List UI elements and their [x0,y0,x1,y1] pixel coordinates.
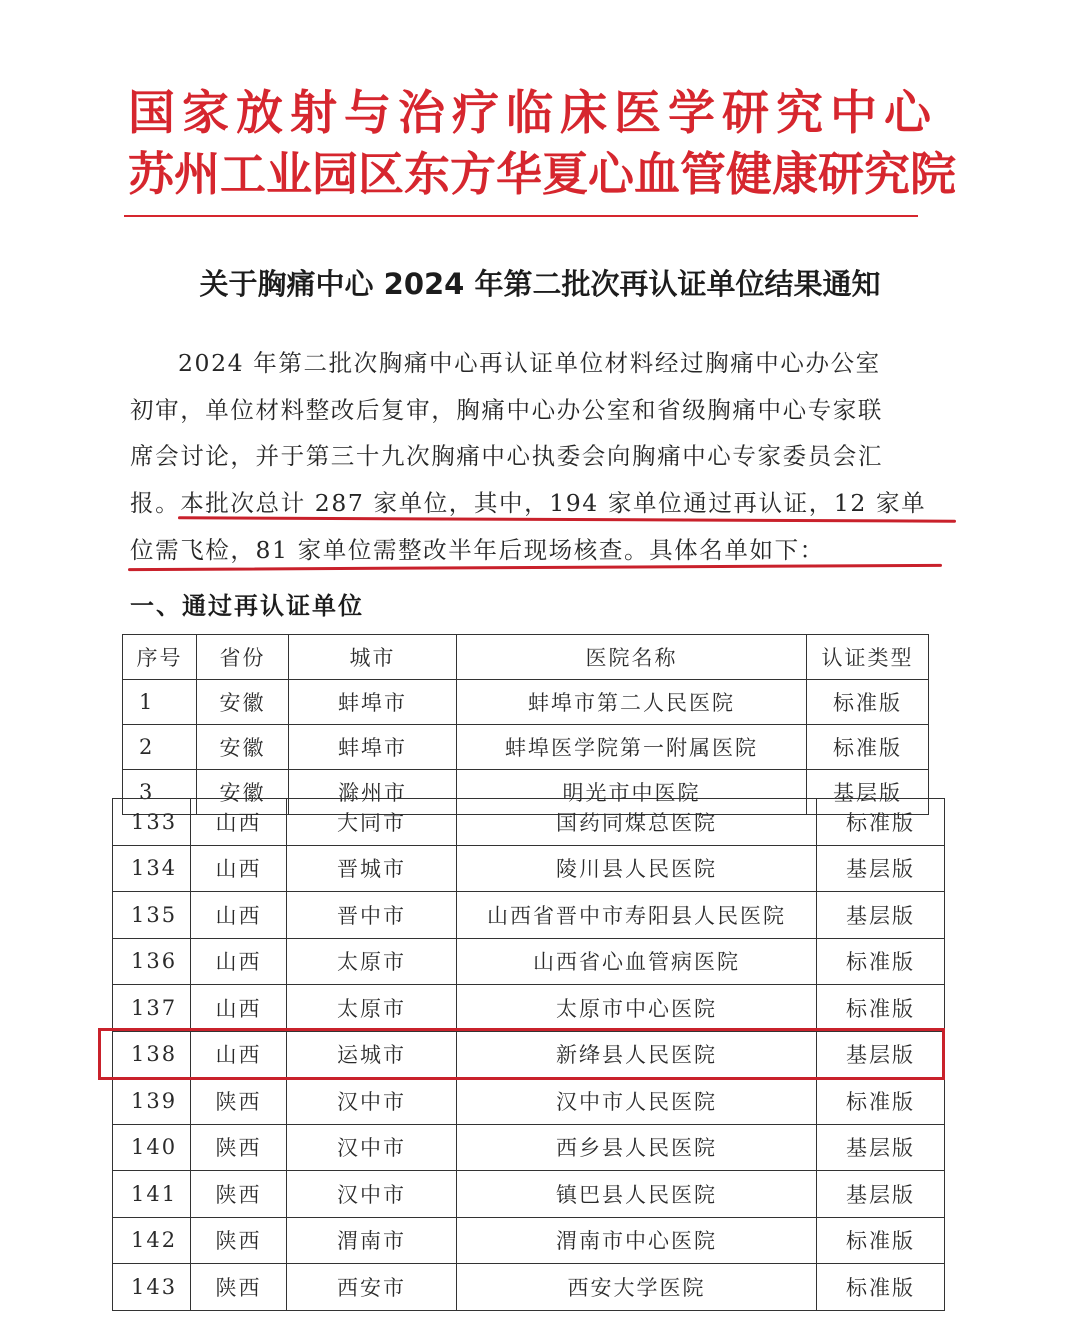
cell-province: 陕西 [191,1171,287,1218]
table-row [113,1264,945,1311]
cell-province: 山西 [191,985,287,1032]
cell-cert-type: 基层版 [817,1031,945,1078]
cell-province: 安徽 [197,680,289,725]
table-row [113,799,945,846]
header-cert-type: 认证类型 [807,635,929,680]
cell-city: 太原市 [287,938,457,985]
cell-hospital: 蚌埠市第二人民医院 [457,680,807,725]
cell-city: 大同市 [287,799,457,846]
cell-index: 2 [123,725,197,770]
cell-province: 陕西 [191,1264,287,1311]
cell-hospital: 国药同煤总医院 [457,799,817,846]
cell-index: 136 [113,938,191,985]
table-row [113,1124,945,1171]
body-line-5: 位需飞检，81 家单位需整改半年后现场核查。具体名单如下： [130,536,825,564]
cell-cert-type: 基层版 [807,770,929,815]
cell-city: 渭南市 [287,1217,457,1264]
cell-index: 139 [113,1078,191,1125]
cell-hospital: 汉中市人民医院 [457,1078,817,1125]
cell-cert-type: 标准版 [817,985,945,1032]
cell-city: 运城市 [287,1031,457,1078]
cell-province: 山西 [191,799,287,846]
cell-index: 1 [123,680,197,725]
cell-city: 滁州市 [289,770,457,815]
cell-hospital: 太原市中心医院 [457,985,817,1032]
table-row [113,938,945,985]
org-name-line-1: 国家放射与治疗临床医学研究中心 [128,86,938,141]
table-row [113,1078,945,1125]
cell-cert-type: 标准版 [817,1264,945,1311]
cell-index: 134 [113,845,191,892]
table-row [113,892,945,939]
body-line-3: 席会讨论，并于第三十九次胸痛中心执委会向胸痛中心专家委员会汇 [130,442,883,470]
cell-hospital: 明光市中医院 [457,770,807,815]
cell-city: 汉中市 [287,1171,457,1218]
cell-cert-type: 标准版 [817,938,945,985]
table-header-row [123,635,929,680]
table-row [113,1217,945,1264]
cell-city: 太原市 [287,985,457,1032]
table-row [123,680,929,725]
cell-city: 蚌埠市 [289,725,457,770]
cell-province: 安徽 [197,770,289,815]
cell-province: 陕西 [191,1217,287,1264]
cell-province: 山西 [191,1031,287,1078]
cell-cert-type: 标准版 [807,680,929,725]
cell-city: 晋城市 [287,845,457,892]
cell-city: 蚌埠市 [289,680,457,725]
cell-index: 135 [113,892,191,939]
cell-cert-type: 基层版 [817,845,945,892]
cell-hospital: 西安大学医院 [457,1264,817,1311]
cell-province: 陕西 [191,1078,287,1125]
cell-index: 138 [113,1031,191,1078]
cell-cert-type: 基层版 [817,1124,945,1171]
header-index: 序号 [123,635,197,680]
cell-hospital: 西乡县人民医院 [457,1124,817,1171]
header-hospital: 医院名称 [457,635,807,680]
section-title: 一、通过再认证单位 [130,592,364,620]
cell-index: 3 [123,770,197,815]
cell-index: 133 [113,799,191,846]
table-row [123,725,929,770]
cell-hospital: 山西省心血管病医院 [457,938,817,985]
cell-cert-type: 基层版 [817,892,945,939]
cell-city: 汉中市 [287,1124,457,1171]
cell-city: 西安市 [287,1264,457,1311]
body-line-2: 初审，单位材料整改后复审，胸痛中心办公室和省级胸痛中心专家联 [130,396,883,424]
results-table-top [122,634,929,815]
cell-city: 晋中市 [287,892,457,939]
cell-hospital: 镇巴县人民医院 [457,1171,817,1218]
cell-province: 山西 [191,845,287,892]
table-row [113,1171,945,1218]
cell-index: 140 [113,1124,191,1171]
cell-hospital: 陵川县人民医院 [457,845,817,892]
body-line-1: 2024 年第二批次胸痛中心再认证单位材料经过胸痛中心办公室 [178,349,881,377]
table-row [113,985,945,1032]
cell-hospital: 蚌埠医学院第一附属医院 [457,725,807,770]
cell-index: 141 [113,1171,191,1218]
cell-index: 137 [113,985,191,1032]
cell-hospital: 山西省晋中市寿阳县人民医院 [457,892,817,939]
highlight-box-row-138 [98,1028,945,1080]
cell-cert-type: 标准版 [817,1217,945,1264]
cell-province: 陕西 [191,1124,287,1171]
cell-province: 山西 [191,938,287,985]
header-city: 城市 [289,635,457,680]
org-name-line-2: 苏州工业园区东方华夏心血管健康研究院 [128,147,956,201]
cell-hospital: 渭南市中心医院 [457,1217,817,1264]
cell-cert-type: 标准版 [807,725,929,770]
body-line-4: 报。本批次总计 287 家单位，其中，194 家单位通过再认证，12 家单 [130,489,927,517]
cell-province: 山西 [191,892,287,939]
cell-city: 汉中市 [287,1078,457,1125]
header-province: 省份 [197,635,289,680]
notice-title: 关于胸痛中心 2024 年第二批次再认证单位结果通知 [199,267,881,301]
cell-cert-type: 标准版 [817,1078,945,1125]
cell-cert-type: 标准版 [817,799,945,846]
cell-province: 安徽 [197,725,289,770]
cell-cert-type: 基层版 [817,1171,945,1218]
table-row [113,845,945,892]
cell-index: 143 [113,1264,191,1311]
cell-hospital: 新绛县人民医院 [457,1031,817,1078]
cell-index: 142 [113,1217,191,1264]
